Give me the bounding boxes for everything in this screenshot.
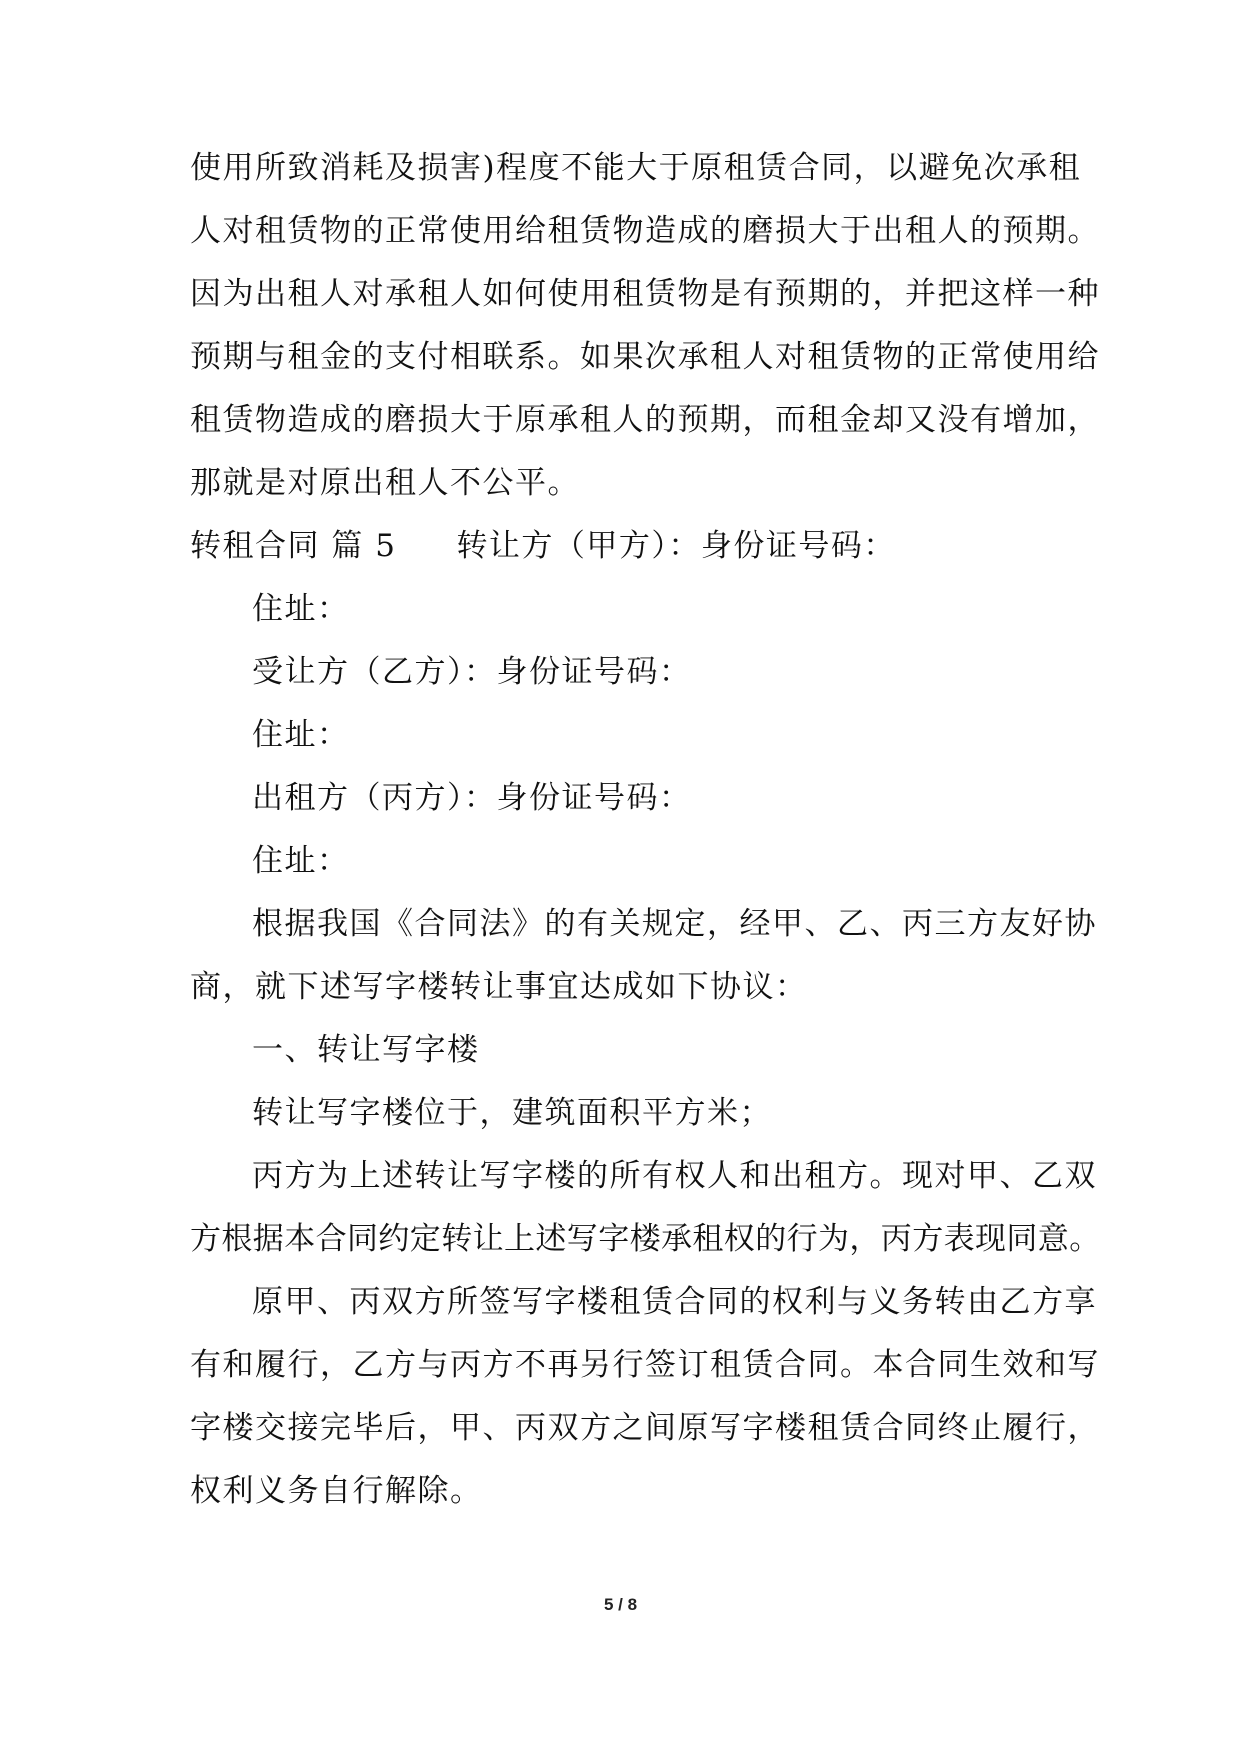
- paragraph-line: 根据我国《合同法》的有关规定，经甲、乙、丙三方友好协: [252, 906, 1097, 942]
- paragraph-line: 字楼交接完毕后，甲、丙双方之间原写字楼租赁合同终止履行，: [190, 1410, 1100, 1446]
- clause-heading: 一、转让写字楼: [252, 1032, 480, 1068]
- paragraph-line: 转让写字楼位于，建筑面积平方米；: [252, 1095, 772, 1131]
- party-line: 住址：: [252, 843, 350, 879]
- paragraph-line: 商，就下述写字楼转让事宜达成如下协议：: [190, 969, 808, 1005]
- party-line: 住址：: [252, 717, 350, 753]
- page-number: 5 / 8: [603, 1595, 638, 1614]
- paragraph-line: 那就是对原出租人不公平。: [190, 465, 580, 501]
- paragraph-line: 人对租赁物的正常使用给租赁物造成的磨损大于出租人的预期。: [190, 213, 1100, 249]
- first-party-line: 转让方（甲方）：身份证号码：: [456, 528, 896, 564]
- paragraph-line: 预期与租金的支付相联系。如果次承租人对租赁物的正常使用给: [190, 339, 1100, 375]
- section-heading: [190, 526, 896, 566]
- paragraph-line: 权利义务自行解除。: [190, 1473, 483, 1509]
- paragraph-line: 使用所致消耗及损害)程度不能大于原租赁合同，以避免次承租: [190, 150, 1082, 186]
- paragraph-line: 方根据本合同约定转让上述写字楼承租权的行为，丙方表现同意。: [190, 1221, 1101, 1257]
- party-line: 出租方（丙方）：身份证号码：: [252, 780, 692, 816]
- party-line: 住址：: [252, 591, 350, 627]
- section-title: 转租合同 篇 5: [190, 528, 397, 564]
- paragraph-line: 租赁物造成的磨损大于原承租人的预期，而租金却又没有增加，: [190, 402, 1100, 438]
- paragraph-line: 原甲、丙双方所签写字楼租赁合同的权利与义务转由乙方享: [252, 1284, 1097, 1320]
- paragraph-line: 因为出租人对承租人如何使用租赁物是有预期的，并把这样一种: [190, 276, 1100, 312]
- party-line: 受让方（乙方）：身份证号码：: [252, 654, 692, 690]
- paragraph-line: 丙方为上述转让写字楼的所有权人和出租方。现对甲、乙双: [252, 1158, 1097, 1194]
- paragraph-line: 有和履行，乙方与丙方不再另行签订租赁合同。本合同生效和写: [190, 1347, 1100, 1383]
